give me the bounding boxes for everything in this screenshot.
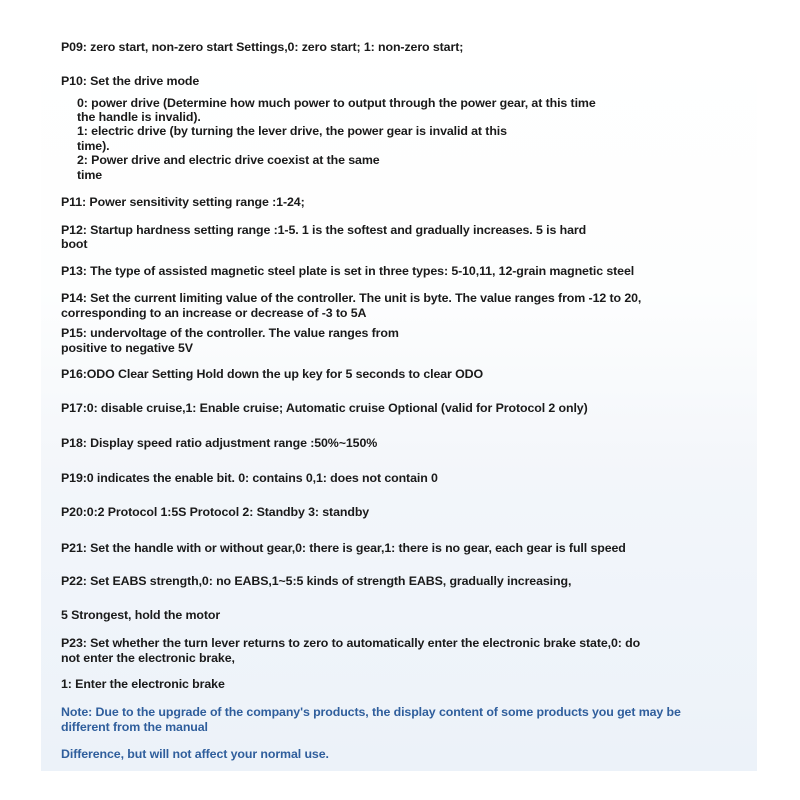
param-p14: P14: Set the current limiting value of the controller. The unit is byte. The value ranges from -12 to 20, [61, 291, 642, 305]
param-p09: P09: zero start, non-zero start Settings,0: zero start; 1: non-zero start; [61, 40, 464, 54]
param-p10-option-0-cont: the handle is invalid). [77, 110, 201, 124]
param-p23-cont: not enter the electronic brake, [61, 651, 235, 665]
param-p12: P12: Startup hardness setting range :1-5. 1 is the softest and gradually increases. 5 is hard [61, 223, 587, 237]
param-p13: P13: The type of assisted magnetic steel plate is set in three types: 5-10,11, 12-grain magnetic steel [61, 264, 635, 278]
param-p23: P23: Set whether the turn lever returns to zero to automatically enter the electronic brake state,0: do [61, 636, 641, 650]
param-p20: P20:0:2 Protocol 1:5S Protocol 2: Standby 3: standby [61, 505, 370, 519]
param-p10-option-2: 2: Power drive and electric drive coexist at the same [77, 153, 380, 167]
param-p11: P11: Power sensitivity setting range :1-24; [61, 195, 305, 209]
param-p23-option-1: 1: Enter the electronic brake [61, 677, 225, 691]
param-p17: P17:0: disable cruise,1: Enable cruise; Automatic cruise Optional (valid for Protocol 2 only) [61, 401, 588, 415]
param-p22-cont: 5 Strongest, hold the motor [61, 608, 221, 622]
param-p10-option-1-cont: time). [77, 139, 110, 153]
param-p10-title: P10: Set the drive mode [61, 74, 200, 88]
param-p10-option-1: 1: electric drive (by turning the lever drive, the power gear is invalid at this [77, 124, 507, 138]
param-p10-option-0: 0: power drive (Determine how much power to output through the power gear, at this time [77, 96, 596, 110]
param-p19: P19:0 indicates the enable bit. 0: contains 0,1: does not contain 0 [61, 471, 438, 485]
note-line-1: Note: Due to the upgrade of the company's products, the display content of some products you get may be [61, 705, 681, 719]
param-p14-cont: corresponding to an increase or decrease of -3 to 5A [61, 306, 367, 320]
note-line-2: different from the manual [61, 720, 208, 734]
param-p18: P18: Display speed ratio adjustment range :50%~150% [61, 436, 378, 450]
param-p15: P15: undervoltage of the controller. The value ranges from [61, 326, 399, 340]
note-line-3: Difference, but will not affect your normal use. [61, 747, 329, 761]
param-p10-option-2-cont: time [77, 168, 103, 182]
param-p16: P16:ODO Clear Setting Hold down the up key for 5 seconds to clear ODO [61, 367, 484, 381]
param-p21: P21: Set the handle with or without gear,0: there is gear,1: there is no gear, each gear is full speed [61, 541, 626, 555]
param-p12-cont: boot [61, 237, 88, 251]
param-p22: P22: Set EABS strength,0: no EABS,1~5:5 kinds of strength EABS, gradually increasing, [61, 574, 572, 588]
param-p15-cont: positive to negative 5V [61, 341, 193, 355]
